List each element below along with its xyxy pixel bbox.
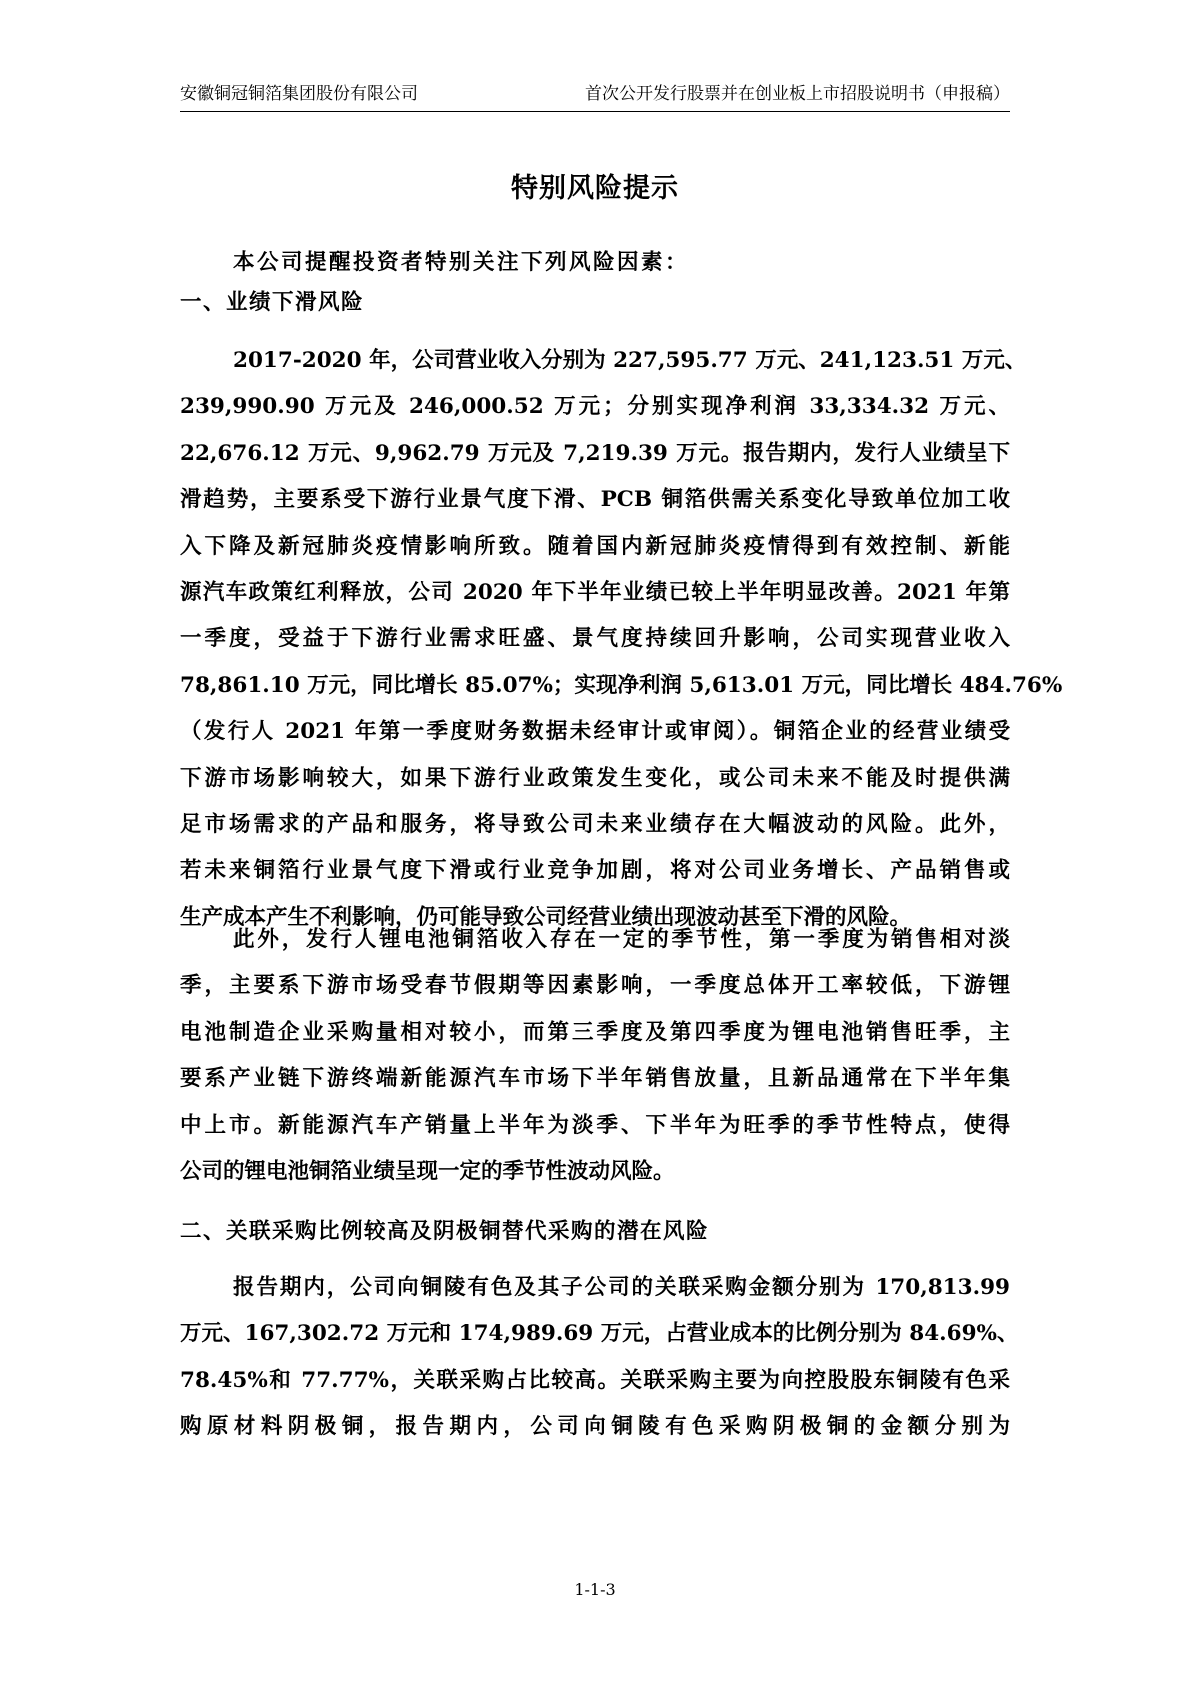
paragraph-line: 22,676.12 万元、9,962.79 万元及 7,219.39 万元。报告期内，发行人业绩呈下 bbox=[180, 440, 1010, 466]
paragraph-line: 入下降及新冠肺炎疫情影响所致。随着国内新冠肺炎疫情得到有效控制、新能 bbox=[180, 533, 1010, 559]
paragraph-line: 万元、167,302.72 万元和 174,989.69 万元，占营业成本的比例分别为 84.69%、 bbox=[180, 1321, 1019, 1347]
running-header bbox=[180, 84, 1010, 112]
paragraph-line: 生产成本产生不利影响，仍可能导致公司经营业绩出现波动甚至下滑的风险。 bbox=[180, 904, 912, 930]
paragraph-line: （发行人 2021 年第一季度财务数据未经审计或审阅）。铜箔企业的经营业绩受 bbox=[180, 719, 1010, 745]
paragraph-line: 78,861.10 万元，同比增长 85.07%；实现净利润 5,613.01 万元，同比增长 484.76% bbox=[180, 672, 1063, 698]
paragraph-line: 购原材料阴极铜，报告期内，公司向铜陵有色采购阴极铜的金额分别为 bbox=[180, 1414, 1010, 1440]
paragraph-line: 季，主要系下游市场受春节假期等因素影响，一季度总体开工率较低，下游锂 bbox=[180, 973, 1010, 999]
section-heading-related-purchase: 二、关联采购比例较高及阴极铜替代采购的潜在风险 bbox=[180, 1219, 710, 1244]
paragraph-seasonality bbox=[180, 917, 1010, 1195]
paragraph-line: 中上市。新能源汽车产销量上半年为淡季、下半年为旺季的季节性特点，使得 bbox=[180, 1112, 1010, 1138]
paragraph-line: 239,990.90 万元及 246,000.52 万元；分别实现净利润 33,334.32 万元、 bbox=[180, 394, 1010, 420]
paragraph-line: 若未来铜箔行业景气度下滑或行业竞争加剧，将对公司业务增长、产品销售或 bbox=[180, 858, 1010, 884]
page-title: 特别风险提示 bbox=[511, 173, 679, 204]
paragraph-performance-decline bbox=[180, 338, 1063, 941]
paragraph-line: 2017-2020 年，公司营业收入分别为 227,595.77 万元、241,123.51 万元、 bbox=[233, 348, 1027, 373]
paragraph-line: 要系产业链下游终端新能源汽车市场下半年销售放量，且新品通常在下半年集 bbox=[180, 1066, 1010, 1092]
paragraph-line: 公司的锂电池铜箔业绩呈现一定的季节性波动风险。 bbox=[180, 1158, 675, 1184]
paragraph-line: 一季度，受益于下游行业需求旺盛、景气度持续回升影响，公司实现营业收入 bbox=[180, 626, 1010, 652]
paragraph-line: 报告期内，公司向铜陵有色及其子公司的关联采购金额分别为 170,813.99 bbox=[233, 1275, 1010, 1300]
intro-statement: 本公司提醒投资者特别关注下列风险因素： bbox=[233, 250, 690, 275]
paragraph-line: 足市场需求的产品和服务，将导致公司未来业绩存在大幅波动的风险。此外， bbox=[180, 811, 1010, 837]
page-number: 1-1-3 bbox=[574, 1580, 616, 1599]
header-document-title: 首次公开发行股票并在创业板上市招股说明书（申报稿） bbox=[585, 84, 1010, 104]
paragraph-line: 滑趋势，主要系受下游行业景气度下滑、PCB 铜箔供需关系变化导致单位加工收 bbox=[180, 487, 1010, 513]
header-company-name: 安徽铜冠铜箔集团股份有限公司 bbox=[180, 84, 418, 104]
header-divider bbox=[180, 111, 1010, 112]
paragraph-line: 此外，发行人锂电池铜箔收入存在一定的季节性，第一季度为销售相对淡 bbox=[233, 927, 1010, 952]
paragraph-line: 下游市场影响较大，如果下游行业政策发生变化，或公司未来不能及时提供满 bbox=[180, 765, 1010, 791]
section-heading-performance-decline: 一、业绩下滑风险 bbox=[180, 290, 365, 315]
paragraph-line: 78.45%和 77.77%，关联采购占比较高。关联采购主要为向控股股东铜陵有色采 bbox=[180, 1367, 1010, 1393]
paragraph-line: 电池制造企业采购量相对较小，而第三季度及第四季度为锂电池销售旺季，主 bbox=[180, 1019, 1010, 1045]
paragraph-related-purchase bbox=[180, 1265, 1019, 1451]
paragraph-line: 源汽车政策红利释放，公司 2020 年下半年业绩已较上半年明显改善。2021 年第 bbox=[180, 579, 1010, 605]
